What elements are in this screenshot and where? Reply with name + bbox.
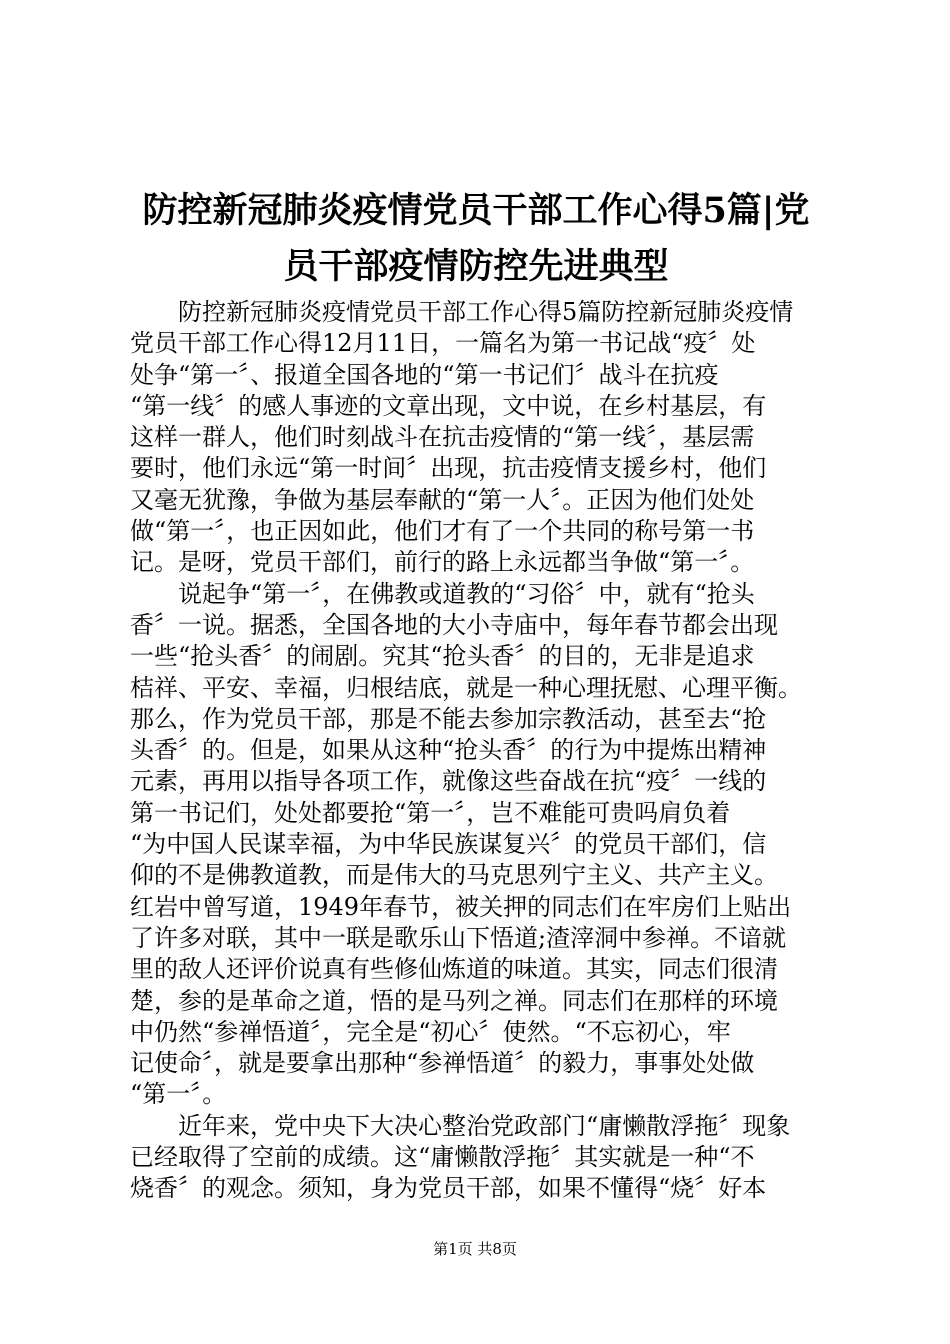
text-line: “第一〞。 [130, 1080, 227, 1109]
text-line: 了许多对联，其中一联是歌乐山下悟道;渣滓洞中参禅。不谙就 [130, 923, 787, 952]
text-line: 中仍然“参禅悟道〞，完全是“初心〞使然。“不忘初心，牢 [130, 1017, 731, 1046]
text-line: “为中国人民谋幸福，为中华民族谋复兴〞的党员干部们，信 [130, 830, 767, 859]
text-line: “第一线〞的感人事迹的文章出现，文中说，在乡村基层，有 [130, 391, 767, 420]
text-line: 已经取得了空前的成绩。这“庸懒散浮拖〞其实就是一种“不 [130, 1143, 755, 1172]
text-line: 第一书记们，处处都要抢“第一〞，岂不难能可贵吗肩负着 [130, 798, 731, 827]
text-line: 要时，他们永远“第一时间〞出现，抗击疫情支援乡村，他们 [130, 454, 767, 483]
text-line: 红岩中曾写道，1949年春节，被关押的同志们在牢房们上贴出 [130, 892, 792, 921]
text-line: 说起争“第一〞，在佛教或道教的“习俗〞中，就有“抢头 [178, 579, 755, 608]
text-line: 这样一群人，他们时刻战斗在抗击疫情的“第一线〞，基层需 [130, 423, 755, 452]
text-line: 记。是呀，党员干部们，前行的路上永远都当争做“第一〞。 [130, 548, 755, 577]
text-line: 头香〞的。但是，如果从这种“抢头香〞的行为中提炼出精神 [130, 736, 767, 765]
text-line: 楚，参的是革命之道，悟的是马列之禅。同志们在那样的环境 [130, 986, 778, 1015]
title-line: 员干部疫情防控先进典型 [283, 246, 669, 287]
document-body [130, 297, 830, 1205]
text-line: 一些“抢头香〞的闹剧。究其“抢头香〞的目的，无非是追求 [130, 642, 755, 671]
text-line: 处争“第一〞、报道全国各地的“第一书记们〞战斗在抗疫 [130, 360, 719, 389]
text-line: 元素，再用以指导各项工作，就像这些奋战在抗“疫〞一线的 [130, 767, 767, 796]
text-line: 那么，作为党员干部，那是不能去参加宗教活动，甚至去“抢 [130, 704, 767, 733]
text-line: 香〞一说。据悉，全国各地的大小寺庙中，每年春节都会出现 [130, 610, 778, 639]
text-line: 做“第一〞，也正因如此，他们才有了一个共同的称号第一书 [130, 517, 755, 546]
text-line: 党员干部工作心得12月11日，一篇名为第一书记战“疫〞处 [130, 329, 756, 358]
title-line: 防控新冠肺炎疫情党员干部工作心得5篇|党 [142, 190, 810, 231]
text-line: 桔祥、平安、幸福，归根结底，就是一种心理抚慰、心理平衡。 [130, 673, 802, 702]
text-line: 又毫无犹豫，争做为基层奉献的“第一人〞。正因为他们处处 [130, 485, 755, 514]
paragraph-2 [130, 579, 830, 1111]
text-line: 防控新冠肺炎疫情党员干部工作心得5篇防控新冠肺炎疫情 [178, 298, 794, 326]
page-title [120, 183, 832, 295]
page-footer: 第1页 共8页 [433, 1240, 517, 1258]
text-line: 烧香〞的观念。须知，身为党员干部，如果不懂得“烧〞好本 [130, 1174, 767, 1203]
paragraph-3 [130, 1111, 830, 1205]
text-line: 近年来，党中央下大决心整治党政部门“庸懒散浮拖〞现象 [178, 1111, 791, 1140]
text-line: 仰的不是佛教道教，而是伟大的马克思列宁主义、共产主义。 [130, 861, 778, 890]
paragraph-1 [130, 297, 830, 579]
text-line: 记使命〞，就是要拿出那种“参禅悟道〞的毅力，事事处处做 [130, 1049, 755, 1078]
text-line: 里的敌人还评价说真有些修仙炼道的味道。其实，同志们很清 [130, 955, 778, 984]
